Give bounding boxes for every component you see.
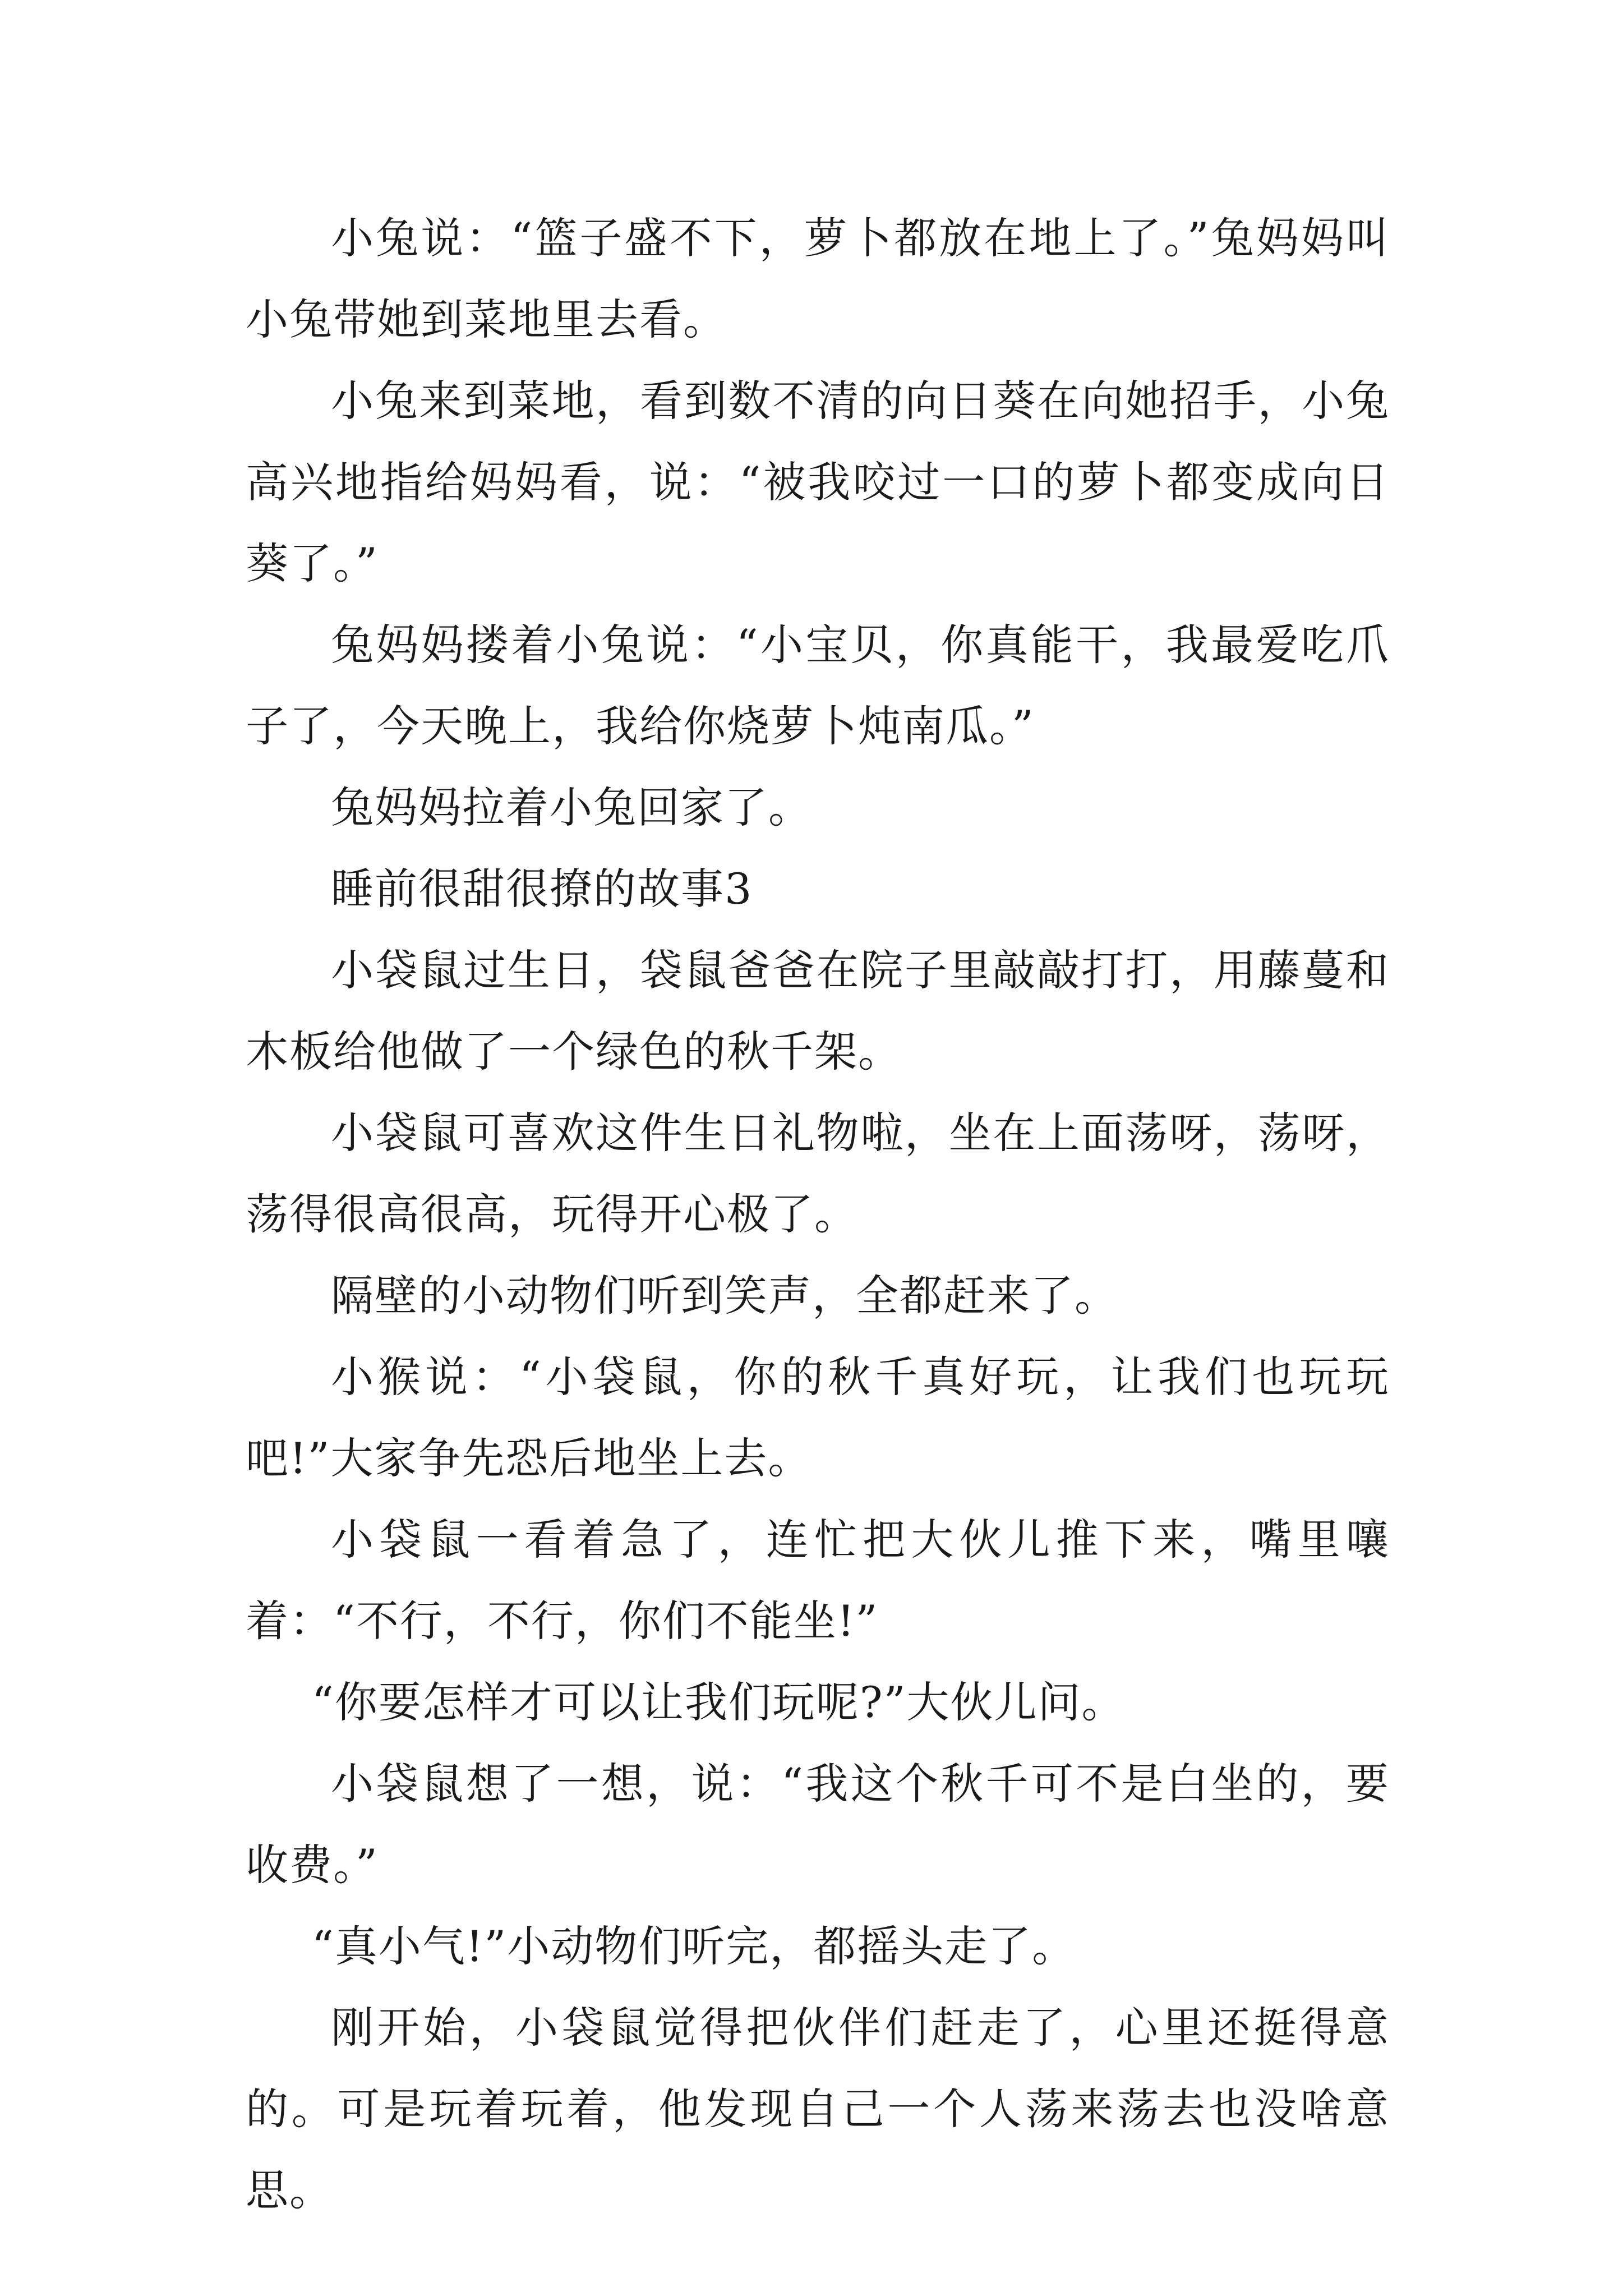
- paragraph: “你要怎样才可以让我们玩呢?”大伙儿问。: [312, 1677, 1126, 1727]
- paragraph: 兔妈妈搂着小兔说：“小宝贝，你真能干，我最爱吃爪子了，今天晚上，我给你烧萝卜炖南瓜。”: [246, 620, 1390, 751]
- paragraph: 小袋鼠想了一想，说：“我这个秋千可不是白坐的，要收费。”: [246, 1759, 1390, 1890]
- paragraph: 小袋鼠可喜欢这件生日礼物啦，坐在上面荡呀，荡呀，荡得很高很高，玩得开心极了。: [246, 1108, 1390, 1239]
- paragraph: 小兔说：“篮子盛不下，萝卜都放在地上了。”兔妈妈叫小兔带她到菜地里去看。: [246, 213, 1390, 344]
- paragraph: 小猴说：“小袋鼠，你的秋千真好玩，让我们也玩玩吧!”大家争先恐后地坐上去。: [246, 1352, 1390, 1483]
- paragraph: 小兔来到菜地，看到数不清的向日葵在向她招手，小兔高兴地指给妈妈看，说：“被我咬过一口的萝卜都变成向日葵了。”: [246, 376, 1390, 588]
- story-heading: 睡前很甜很撩的故事3: [331, 864, 753, 914]
- paragraph: 刚开始，小袋鼠觉得把伙伴们赶走了，心里还挺得意的。可是玩着玩着，他发现自己一个人荡来荡去也没啥意思。: [246, 2003, 1390, 2215]
- paragraph: 兔妈妈拉着小兔回家了。: [331, 783, 812, 832]
- document-body: [246, 197, 1390, 2231]
- paragraph: “真小气!”小动物们听完，都摇头走了。: [312, 1921, 1076, 1971]
- paragraph: 小袋鼠一看着急了，连忙把大伙儿推下来，嘴里嚷着：“不行，不行，你们不能坐!”: [246, 1515, 1390, 1646]
- paragraph: 小袋鼠过生日，袋鼠爸爸在院子里敲敲打打，用藤蔓和木板给他做了一个绿色的秋千架。: [246, 945, 1390, 1076]
- paragraph: 隔壁的小动物们听到笑声，全都赶来了。: [331, 1271, 1118, 1320]
